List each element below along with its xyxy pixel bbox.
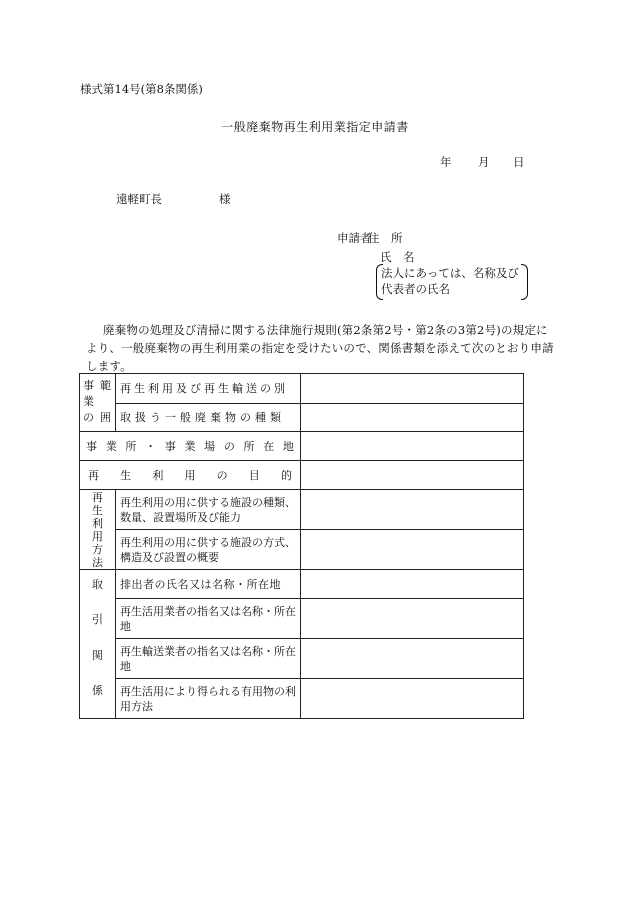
purpose-label	[80, 461, 301, 490]
transporter-label: 再生輸送業者の指名又は名称・所在地	[116, 639, 301, 679]
location-label-char: 業	[184, 440, 196, 453]
method-category-char: 利	[92, 516, 103, 530]
purpose-label-char: 目	[248, 469, 260, 482]
transporter-field[interactable]	[301, 639, 524, 679]
purpose-label-char: 的	[280, 469, 292, 482]
method-category-char: 方	[92, 542, 103, 556]
date-day-label: 日	[513, 155, 525, 169]
date-year-label: 年	[440, 155, 452, 169]
relations-category-char: 取	[92, 578, 103, 591]
discharger-field[interactable]	[301, 570, 524, 599]
location-label-char: 地	[282, 440, 294, 453]
recycle-transport-type-label: 再生利用及び再生輸送の別	[116, 374, 301, 404]
discharger-label: 排出者の氏名又は名称・所在地	[116, 570, 301, 599]
application-statement: 廃棄物の処理及び清掃に関する法律施行規則(第2条第2号・第2条の3第2号)の規定により、一般廃棄物の再生利用業の指定を受けたいので、関係書類を添えて次のとおり申請します。	[86, 323, 554, 373]
purpose-field[interactable]	[301, 461, 524, 490]
method-category-char: 用	[92, 529, 103, 543]
purpose-label-char: 生	[120, 469, 132, 482]
location-label-char: の	[223, 440, 235, 453]
applicant-address-label: 住 所	[368, 231, 403, 245]
date-month-label: 月	[478, 155, 490, 169]
addressee-honorific: 様	[219, 192, 231, 206]
waste-type-field[interactable]	[301, 403, 524, 432]
corporation-note-line1: 法人にあっては、名称及び	[381, 266, 519, 280]
location-label-char: 事	[86, 440, 97, 453]
location-label-char: 在	[263, 440, 275, 453]
recycler-label: 再生活用業者の指名又は名称・所在地	[116, 599, 301, 639]
addressee-name: 遠軽町長	[116, 192, 162, 206]
location-label-char: 場	[204, 440, 216, 453]
purpose-label-char: 用	[184, 469, 196, 482]
applicant-name-label: 氏 名	[380, 250, 415, 264]
method-category-char: 法	[92, 555, 103, 569]
usage-method-field[interactable]	[301, 679, 524, 719]
recycle-transport-type-field[interactable]	[301, 374, 524, 404]
right-bracket	[521, 264, 528, 300]
relations-category-char: 関	[92, 648, 103, 662]
application-table	[79, 373, 524, 719]
location-label-char: 所	[125, 440, 137, 453]
waste-type-label: 取扱う一般廃棄物の種類	[116, 403, 301, 432]
relations-category	[80, 570, 116, 719]
document-title: 一般廃棄物再生利用業指定申請書	[221, 120, 409, 134]
recycler-field[interactable]	[301, 599, 524, 639]
location-label	[80, 432, 301, 461]
method-category-char: 生	[92, 503, 103, 517]
usage-method-label: 再生活用により得られる有用物の利用方法	[116, 679, 301, 719]
facility-type-field[interactable]	[301, 490, 524, 530]
facility-method-label: 再生利用の用に供する施設の方式、構造及び設置の概要	[116, 530, 301, 570]
applicant-label: 申請者	[337, 231, 372, 245]
location-label-char: ・	[145, 440, 157, 453]
location-label-char: 所	[243, 440, 255, 453]
method-category-char: 再	[92, 490, 103, 504]
purpose-label-char: 利	[152, 469, 164, 482]
facility-method-field[interactable]	[301, 530, 524, 570]
relations-category-char: 引	[92, 613, 103, 627]
method-category	[80, 490, 116, 570]
purpose-label-char: 再	[88, 469, 99, 482]
facility-type-label: 再生利用の用に供する施設の種類、数量、設置場所及び能力	[116, 490, 301, 530]
form-number: 様式第14号(第8条関係)	[80, 82, 203, 96]
corporation-note-line2: 代表者の氏名	[381, 282, 450, 296]
business-scope-category: 事 範 業 の 囲	[80, 374, 116, 432]
location-field[interactable]	[301, 432, 524, 461]
location-label-char: 事	[164, 440, 176, 453]
relations-category-char: 係	[92, 683, 103, 697]
purpose-label-char: の	[216, 469, 228, 482]
location-label-char: 業	[105, 440, 117, 453]
